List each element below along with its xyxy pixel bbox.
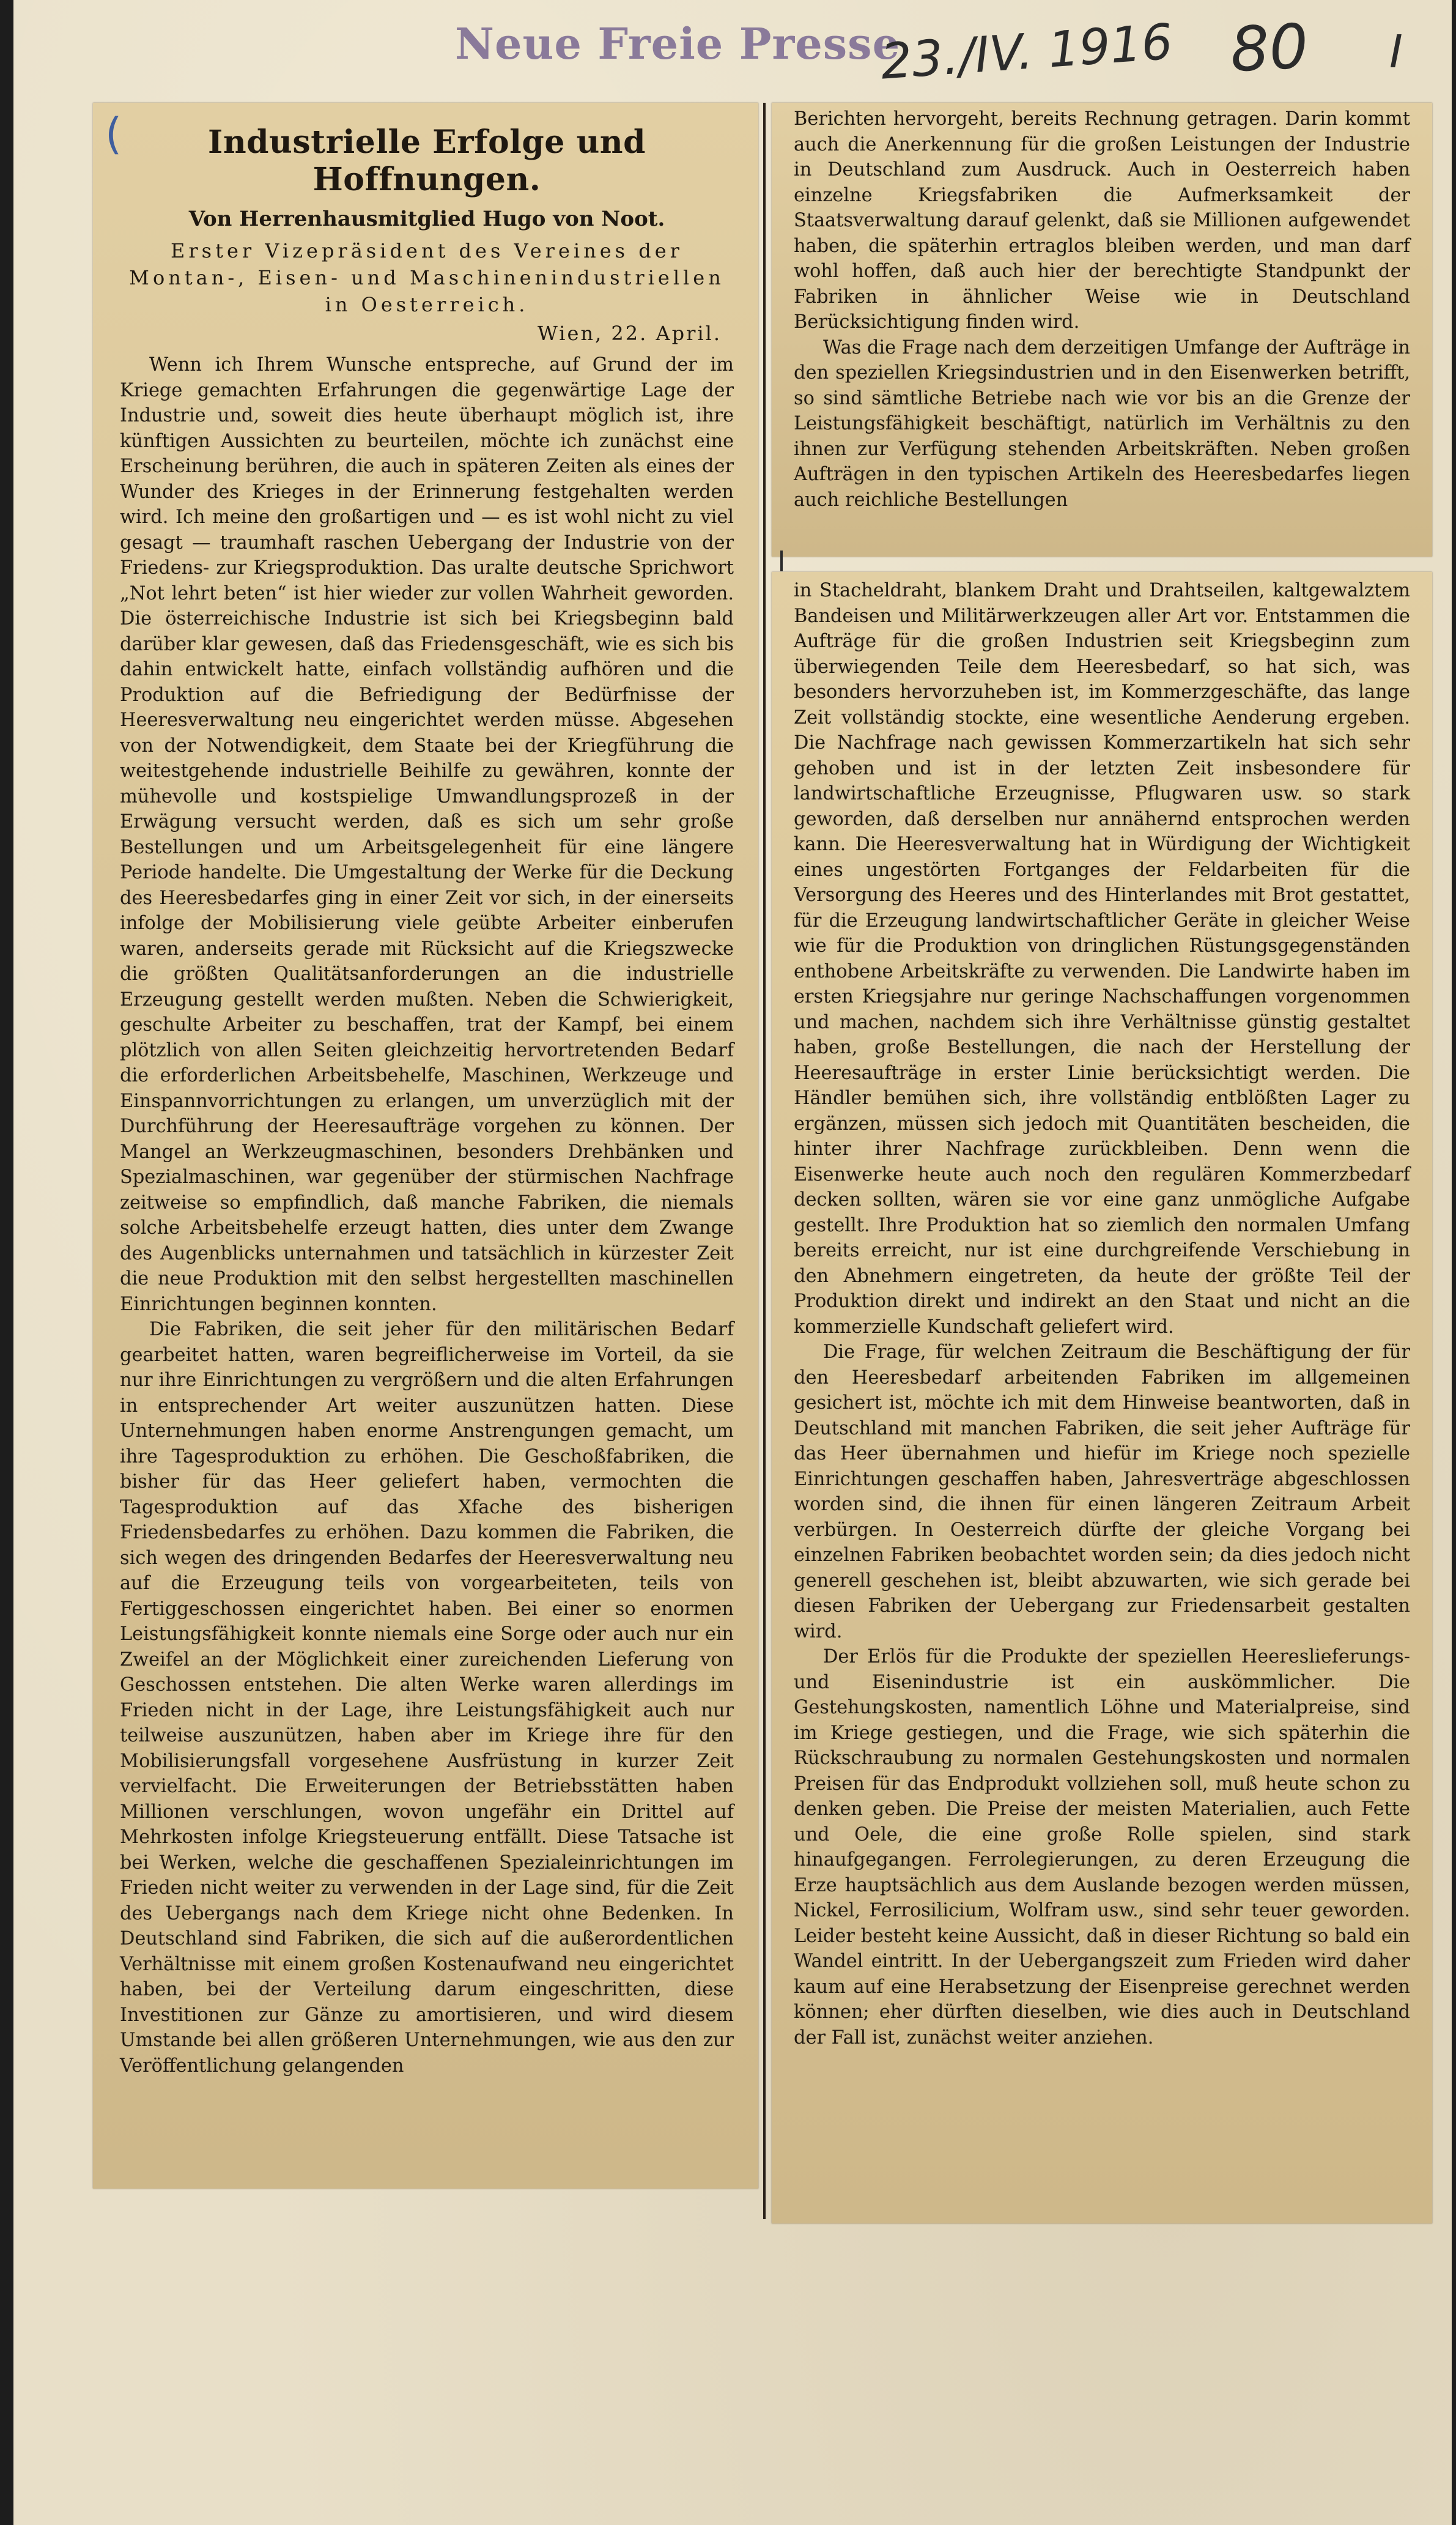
- paragraph: Die Frage, für welchen Zeitraum die Beschäftigung der für den Heeresbedarf arbeitenden Fabriken im allgemeinen gesichert ist, möchte ich mit dem Hinweise beantworten, daß in Deutschland mit manchen Fabriken, die seit jeher Aufträge für das Heer übernahmen und hiefür im Kriege noch spezielle Einrichtungen geschaffen haben, Jahresverträge abgeschlossen worden sind, die ihnen für einen längeren Zeitraum Arbeit verbürgen. In Oesterreich dürfte der gleiche Vorgang bei einzelnen Fabriken beobachtet worden sein; da dies jedoch nicht generell geschehen ist, bleibt abzuwarten, wie sich gerade bei diesen Fabriken der Uebergang zur Friedensarbeit gestalten wird.: [794, 1341, 1410, 1642]
- right-bottom-body: [794, 578, 1410, 2050]
- paragraph: Was die Frage nach dem derzeitigen Umfange der Aufträge in den speziellen Kriegsindustrien und in den Eisenwerken betrifft, so sind sämtliche Betriebe nach wie vor bis an die Grenze der Leistungsfähigkeit beschäftigt, natürlich im Verhältnis zu den ihnen zur Verfügung stehenden Arbeitskräften. Neben großen Aufträgen in den typischen Artikeln des Heeresbedarfes liegen auch reichliche Bestellungen: [794, 336, 1410, 511]
- article-dateline: Wien, 22. April.: [537, 322, 722, 345]
- clipping-right-top: [772, 103, 1432, 557]
- right-top-body: [794, 106, 1410, 513]
- clipping-left-column: [93, 103, 758, 2189]
- paragraph: Der Erlös für die Produkte der speziellen Heereslieferungs- und Eisenindustrie ist ein auskömmlicher. Die Gestehungskosten, namentlich Löhne und Materialpreise, sind im Kriege gestiegen, und die Frage, wie sich späterhin die Rückschraubung zu normalen Gestehungskosten und normalen Preisen für das Endprodukt vollziehen soll, muß heute schon zu denken geben. Die Preise der meisten Materialien, auch Fette und Oele, die eine große Rolle spielen, sind stark hinaufgegangen. Ferrolegierungen, zu deren Erzeugung die Erze hauptsächlich aus dem Auslande bezogen werden müssen, Nickel, Ferrosilicium, Wolfram usw., sind sehr teuer geworden. Leider besteht keine Aussicht, daß in dieser Richtung so bald ein Wandel eintritt. In der Uebergangszeit zum Frieden wird daher kaum auf eine Herabsetzung der Eisenpreise gerechnet werden können; eher dürften dieselben, wie dies auch in Deutschland der Fall ist, zunächst weiter anziehen.: [794, 1646, 1410, 2049]
- paragraph: Wenn ich Ihrem Wunsche entspreche, auf Grund der im Kriege gemachten Erfahrungen die gegenwärtige Lage der Industrie und, soweit dies heute überhaupt möglich ist, ihre künftigen Aussichten zu beurteilen, möchte ich zunächst eine Erscheinung berühren, die auch in späteren Zeiten als eines der Wunder des Krieges in der Erinnerung festgehalten werden wird. Ich meine den großartigen und — es ist wohl nicht zu viel gesagt — traumhaft raschen Uebergang der Industrie von der Friedens- zur Kriegsproduktion. Das uralte deutsche Sprichwort „Not lehrt beten“ ist hier wieder zur vollen Wahrheit geworden. Die österreichische Industrie ist sich bei Kriegsbeginn bald darüber klar gewesen, daß das Friedensgeschäft, wie es sich bis dahin entwickelt hatte, einfach vollständig aufhören und die Produktion auf die Befriedigung der Bedürfnisse der Heeresverwaltung neu eingerichtet werden müsse. Abgesehen von der Notwendigkeit, dem Staate bei der Kriegführung die weitestgehende industrielle Beihilfe zu gewähren, konnte der mühevolle und kostspielige Umwandlungsprozeß in der Erwägung versucht werden, daß es sich um sehr große Bestellungen und um Arbeitsgelegenheit für eine längere Periode handelte. Die Umgestaltung der Werke für die Deckung des Heeresbedarfes ging in einer Zeit vor sich, in der einerseits infolge der Mobilisierung viele geübte Arbeiter einberufen waren, anderseits gerade mit Rücksicht auf die Kriegszwecke die größten Qualitätsanforderungen an die industrielle Erzeugung gestellt werden mußten. Neben die Schwierigkeit, geschulte Arbeiter zu beschaffen, trat der Kampf, bei einem plötzlich von allen Seiten gleichzeitig hervortretenden Bedarf die erforderlichen Arbeitsbehelfe, Maschinen, Werkzeuge und Einspannvorrichtungen zu erlangen, um unverzüglich mit der Durchführung der Heeresaufträge vorgehen zu können. Der Mangel an Werkzeugmaschinen, besonders Drehbänken und Spezialmaschinen, war gegenüber der stürmischen Nachfrage zeitweise so empfindlich, daß manche Fabriken, die niemals solche Arbeitsbehelfe erzeugt hatten, dies unter dem Zwange des Augenblicks unternahmen und tatsächlich in kürzester Zeit die neue Produktion mit den selbst hergestellten maschinellen Einrichtungen beginnen konnten.: [120, 354, 734, 1315]
- paragraph: in Stacheldraht, blankem Draht und Drahtseilen, kaltgewalztem Bandeisen und Militärwerkzeugen aller Art vor. Entstammen die Aufträge für die großen Industrien seit Kriegsbeginn zum überwiegenden Teile dem Heeresbedarf, so hat sich, was besonders hervorzuheben ist, im Kommerzgeschäfte, das lange Zeit vollständig stockte, eine wesentliche Aenderung ergeben. Die Nachfrage nach gewissen Kommerzartikeln hat sich sehr gehoben und ist in der letzten Zeit insbesondere für landwirtschaftliche Erzeugnisse, Pflugwaren usw. so stark geworden, daß derselben nur annähernd entsprochen werden kann. Die Heeresverwaltung hat in Würdigung der Wichtigkeit eines ungestörten Fortganges der Feldarbeiten für die Versorgung des Heeres und des Hinterlandes mit Brot gestattet, für die Erzeugung landwirtschaftlicher Geräte in gleicher Weise wie für die Produktion von dringlichen Rüstungsgegenständen enthobene Arbeitskräfte zu verwenden. Die Landwirte haben im ersten Kriegsjahre nur geringe Nachschaffungen vorgenommen und machen, nachdem sich ihre Verhältnisse günstig gestaltet haben, große Bestellungen, die nach der Herstellung der Heeresaufträge in erster Linie berücksichtigt werden. Die Händler bemühen sich, ihre vollständig entblößten Lager zu ergänzen, müssen sich jedoch mit Quantitäten bescheiden, die hinter ihrer Nachfrage zurückbleiben. Denn wenn die Eisenwerke heute auch noch den regulären Kommerzbedarf decken sollten, wären sie vor eine ganz unmögliche Aufgabe gestellt. Ihre Produktion hat so ziemlich den normalen Umfang bereits erreicht, nur ist eine durchgreifende Verschiebung in den Abnehmern eingetreten, da heute der größte Teil der Produktion direkt und indirekt an den Staat und nicht an die kommerzielle Kundschaft geliefert wird.: [794, 580, 1410, 1338]
- handwritten-folio-number: 80: [1229, 10, 1310, 86]
- author-affiliation: Erster Vizepräsident des Vereines der Montan-, Eisen- und Maschinenindustriellen in Oesterreich.: [129, 239, 725, 316]
- article-byline: Von Herrenhausmitglied Hugo von Noot.: [188, 207, 665, 231]
- column-rule: [763, 103, 766, 2219]
- archive-sheet: [13, 0, 1452, 2525]
- left-column-body: [120, 352, 734, 2078]
- pencil-tick-mark: [780, 551, 796, 571]
- newspaper-stamp: Neue Freie Presse: [455, 18, 901, 69]
- handwritten-date: 23./IV. 1916: [879, 13, 1175, 91]
- blue-pencil-bracket-icon: (: [105, 109, 122, 159]
- paragraph: Die Fabriken, die seit jeher für den militärischen Bedarf gearbeitet hatten, waren begreiflicherweise im Vorteil, da sie nur ihre Einrichtungen zu vergrößern und die alten Erfahrungen in entsprechender Art weiter auszunützen hatten. Diese Unternehmungen haben enorme Anstrengungen gemacht, um ihre Tagesproduktion zu erhöhen. Die Geschoßfabriken, die bisher für das Heer geliefert haben, vermochten die Tagesproduktion auf das Xfache des bisherigen Friedensbedarfes zu erhöhen. Dazu kommen die Fabriken, die sich wegen des dringenden Bedarfes der Heeresverwaltung neu auf die Erzeugung teils von vorgearbeiteten, teils von Fertiggeschossen eingerichtet haben. Bei einer so enormen Leistungsfähigkeit konnte niemals eine Sorge oder auch nur ein Zweifel an der Möglichkeit einer zureichenden Lieferung von Geschossen entstehen. Die alten Werke waren allerdings im Frieden nicht in der Lage, ihre Leistungsfähigkeit auch nur teilweise auszunützen, haben aber im Kriege ihre für den Mobilisierungsfall vorgesehene Ausfrüstung in kurzer Zeit vervielfacht. Die Erweiterungen der Betriebsstätten haben Millionen verschlungen, wovon ungefähr ein Drittel auf Mehrkosten infolge Kriegsteuerung entfällt. Diese Tatsache ist bei Werken, welche die geschaffenen Spezialeinrichtungen im Frieden nicht weiter zu verwenden in der Lage sind, für die Zeit des Uebergangs nach dem Kriege nicht ohne Bedenken. In Deutschland sind Fabriken, die sich auf die außerordentlichen Verhältnisse mit einem großen Kostenaufwand neu eingerichtet haben, bei der Verteilung darum eingeschritten, diese Investitionen zur Gänze zu amortisieren, und wird diesem Umstande bei allen größeren Unternehmungen, wie aus den zur Veröffentlichung gelangenden: [120, 1319, 734, 2077]
- paragraph: Berichten hervorgeht, bereits Rechnung getragen. Darin kommt auch die Anerkennung für die großen Leistungen der Industrie in Deutschland zum Ausdruck. Auch in Oesterreich haben einzelne Kriegsfabriken die Aufmerksamkeit der Staatsverwaltung darauf gelenkt, daß sie Millionen aufgewendet haben, die späterhin ertraglos bleiben werden, und man darf wohl hoffen, daß auch hier der berechtigte Standpunkt der Fabriken in ähnlicher Weise wie in Deutschland Berücksichtigung finden wird.: [794, 108, 1410, 333]
- clipping-right-bottom: [772, 572, 1432, 2223]
- handwritten-section-mark: I: [1389, 26, 1403, 78]
- article-headline: Industrielle Erfolge und Hoffnungen.: [208, 124, 646, 198]
